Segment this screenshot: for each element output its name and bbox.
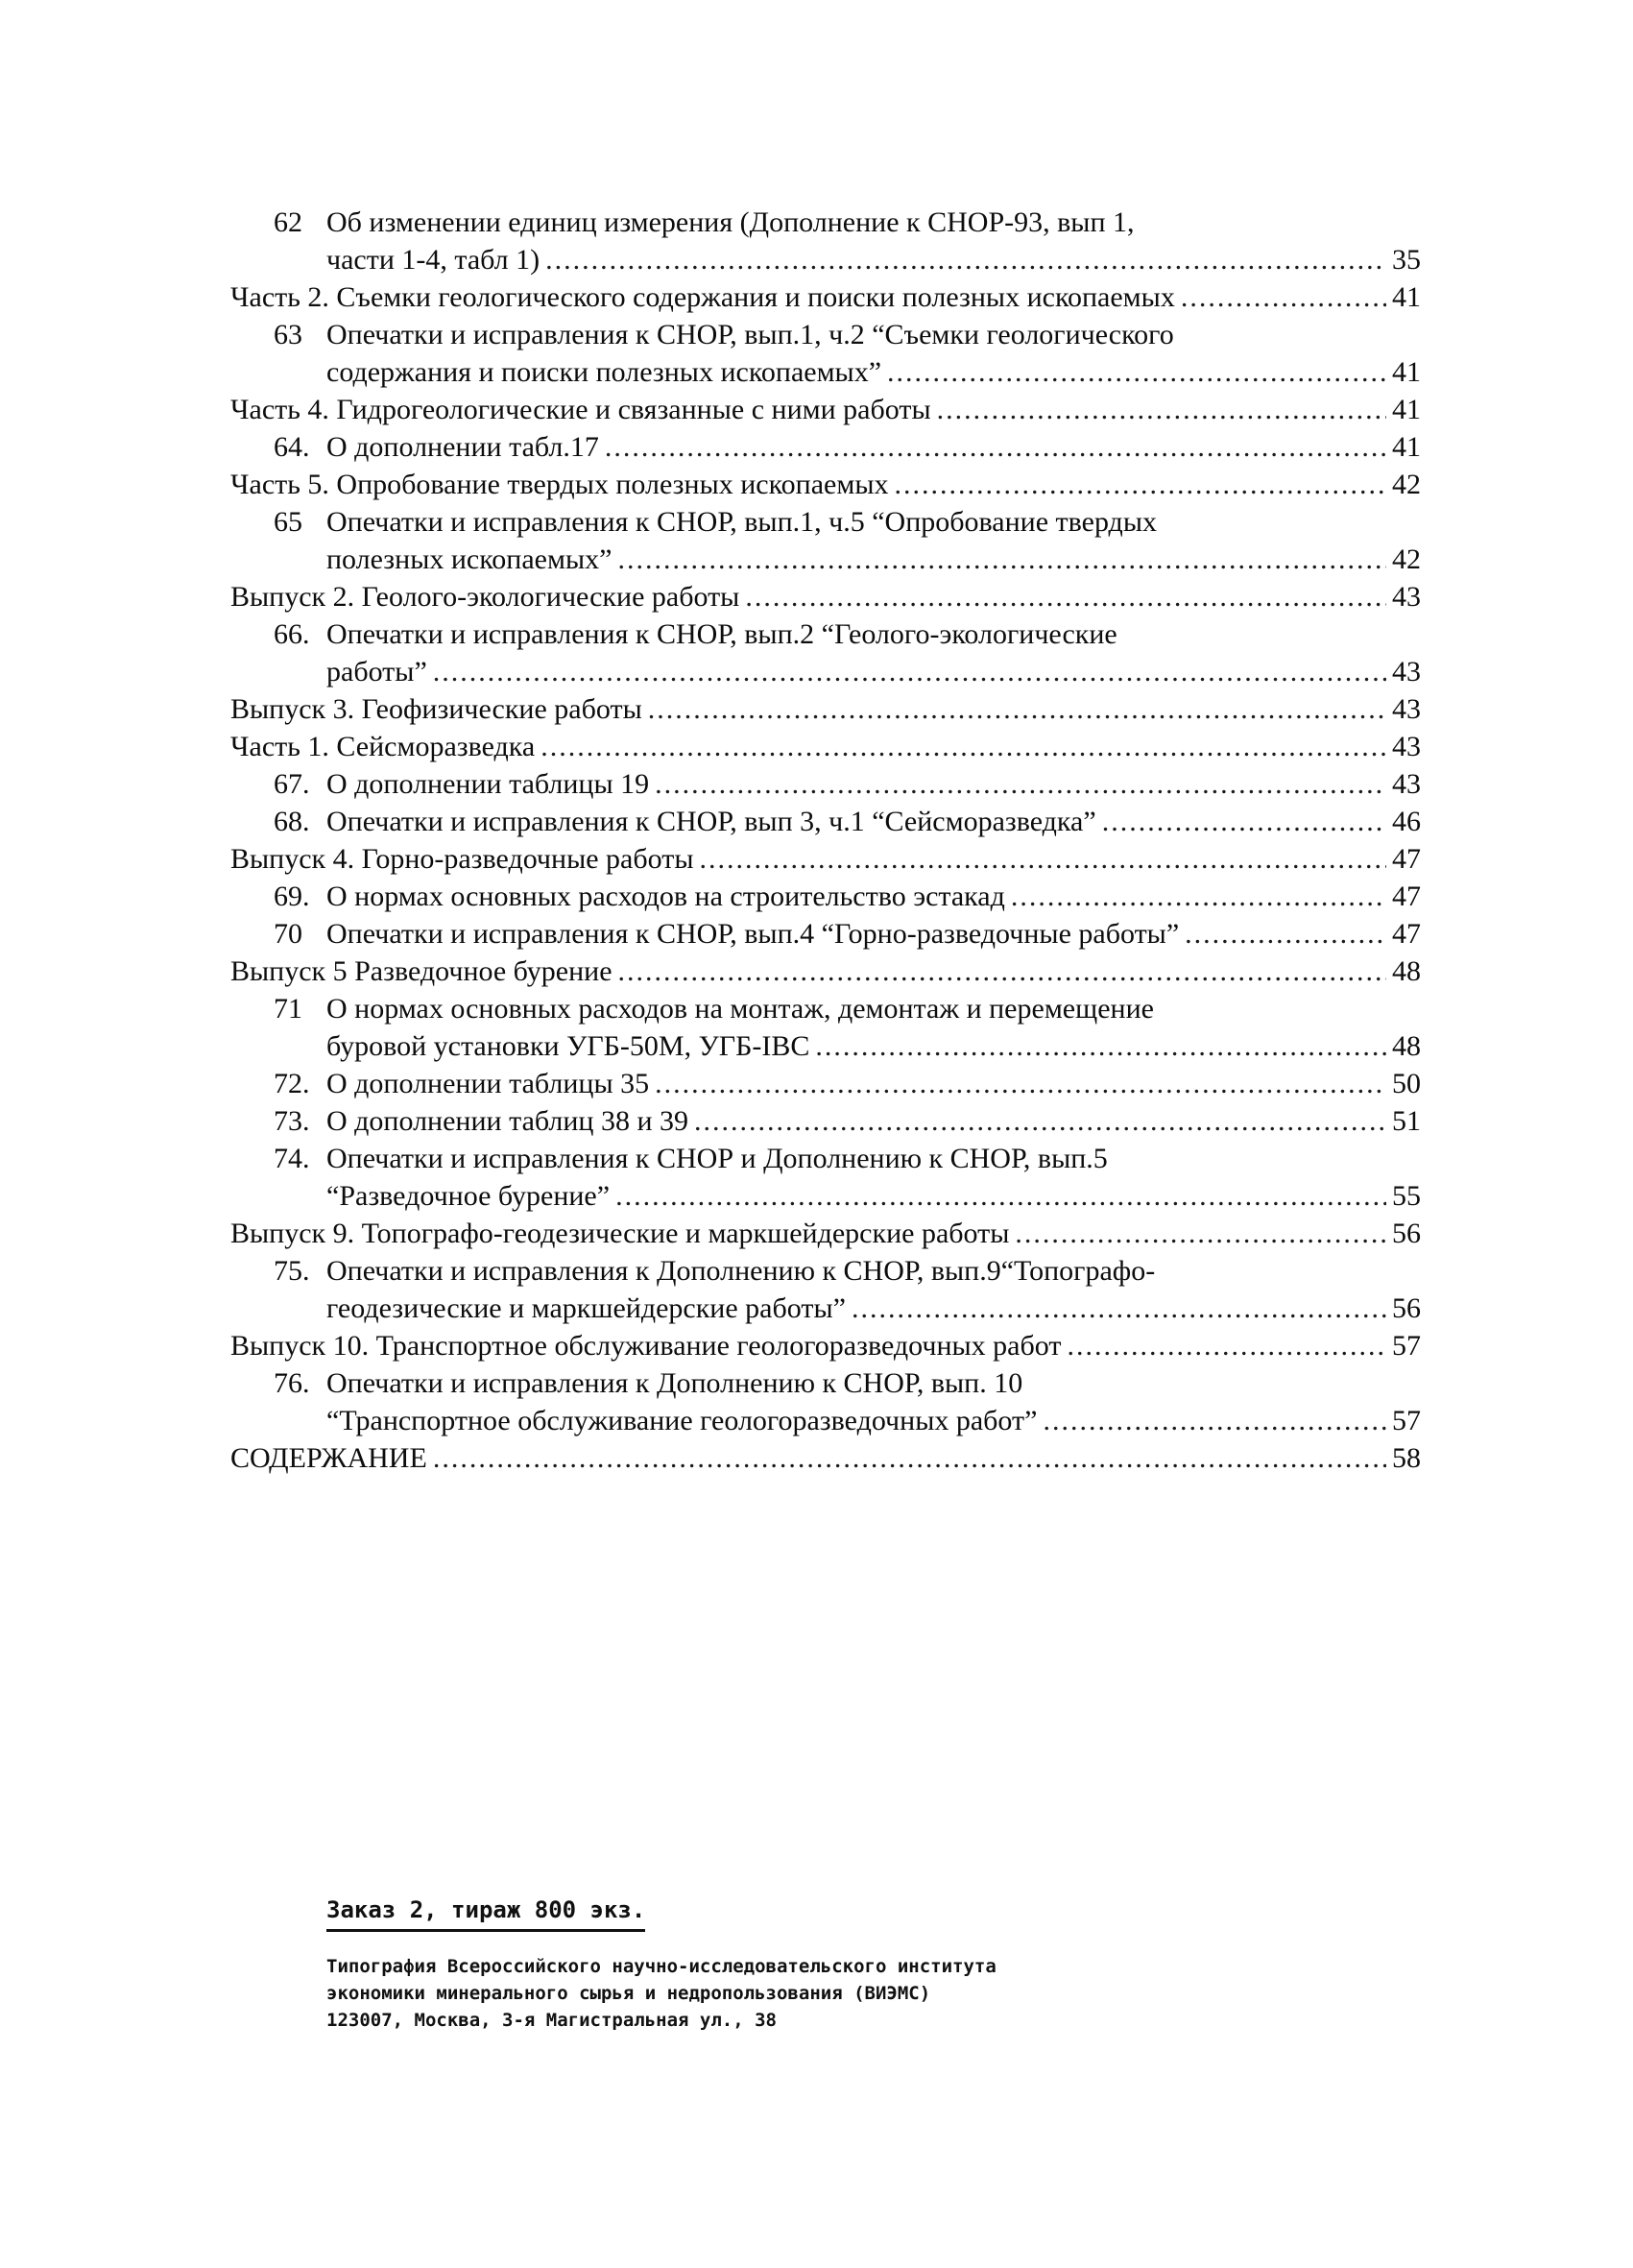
dot-leader — [1102, 803, 1386, 840]
toc-page-number: 47 — [1392, 918, 1421, 950]
toc-entry-text-wrap — [326, 1402, 1037, 1439]
toc-entry — [230, 503, 1421, 541]
dot-leader — [852, 1290, 1386, 1327]
dot-leader — [1185, 915, 1386, 953]
toc-entry-title: Опечатки и исправления к СНОР, вып 3, ч.1 “Сейсморазведка” — [326, 806, 1096, 837]
toc-page-number: 43 — [1392, 768, 1421, 800]
toc-page-number: 55 — [1392, 1180, 1421, 1212]
toc-page-number: 41 — [1392, 281, 1421, 313]
toc-page-number: 46 — [1392, 806, 1421, 837]
imprint-line: экономики минерального сырья и недропользования (ВИЭМС) — [326, 1983, 931, 2004]
toc-entry-number: 67. — [274, 768, 310, 800]
dot-leader — [1011, 878, 1386, 915]
toc-page-number: 57 — [1392, 1405, 1421, 1436]
dot-leader — [815, 1027, 1386, 1065]
toc-entry-number: 62 — [274, 206, 302, 238]
toc-page-number: 50 — [1392, 1068, 1421, 1099]
toc-page-number: 41 — [1392, 356, 1421, 388]
toc-entry-number: 68. — [274, 806, 310, 837]
toc-entry-title: Выпуск 5 Разведочное бурение — [230, 955, 612, 987]
toc-entry-title: О дополнении табл.17 — [326, 431, 599, 463]
toc-entry-number: 72. — [274, 1068, 310, 1099]
toc-entry-text-wrap — [274, 1102, 688, 1140]
toc-section-heading — [230, 690, 1421, 728]
toc-entry-text-wrap — [230, 391, 931, 428]
toc-page-number: 43 — [1392, 693, 1421, 725]
toc-entry-text-wrap — [274, 990, 1154, 1027]
toc-entry-text-wrap — [230, 1439, 427, 1477]
dot-leader — [655, 1065, 1386, 1102]
toc-entry — [230, 915, 1421, 953]
toc-entry — [230, 1252, 1421, 1290]
toc-entry — [230, 990, 1421, 1027]
toc-entry-text-wrap — [326, 541, 612, 578]
toc-entry-title: Выпуск 9. Топографо-геодезические и маркшейдерские работы — [230, 1218, 1010, 1249]
dot-leader — [887, 353, 1386, 391]
toc-entry-title: О нормах основных расходов на монтаж, демонтаж и перемещение — [326, 993, 1154, 1025]
dot-leader — [648, 690, 1386, 728]
toc-entry-text-wrap — [230, 953, 612, 990]
toc-entry-text-wrap — [326, 353, 881, 391]
dot-leader — [1043, 1402, 1386, 1439]
toc-entry-text-wrap — [274, 1252, 1155, 1290]
toc-entry-text-wrap — [230, 466, 888, 503]
toc-section-heading — [230, 953, 1421, 990]
toc-entry-number: 74. — [274, 1143, 310, 1174]
toc-entry-continuation — [230, 1402, 1421, 1439]
toc-entry-text-wrap — [274, 428, 599, 466]
toc-entry-continuation — [230, 541, 1421, 578]
toc-entry-number: 70 — [274, 918, 302, 950]
toc-page-number: 35 — [1392, 244, 1421, 276]
dot-leader — [617, 541, 1386, 578]
toc-entry — [230, 428, 1421, 466]
toc-entry-title: геодезические и маркшейдерские работы” — [326, 1292, 846, 1324]
toc-entry-number: 71 — [274, 993, 302, 1025]
toc-page-number: 56 — [1392, 1218, 1421, 1249]
toc-entry-text-wrap — [274, 316, 1174, 353]
toc-entry-text-wrap — [274, 765, 649, 803]
toc-entry-number: 76. — [274, 1367, 310, 1399]
toc-page-number: 47 — [1392, 843, 1421, 875]
toc-entry-text-wrap — [274, 803, 1096, 840]
toc-entry-title: “Транспортное обслуживание геологоразведочных работ” — [326, 1405, 1038, 1436]
toc-entry-title: Выпуск 4. Горно-разведочные работы — [230, 843, 694, 875]
toc-entry-title: Об изменении единиц измерения (Дополнение к СНОР-93, вып 1, — [326, 206, 1135, 238]
toc-section-heading — [230, 466, 1421, 503]
toc-section-heading — [230, 840, 1421, 878]
toc-section-heading — [230, 1215, 1421, 1252]
toc-entry-continuation — [230, 653, 1421, 690]
dot-leader — [694, 1102, 1386, 1140]
toc-page-number: 43 — [1392, 581, 1421, 613]
toc-entry-title: Опечатки и исправления к Дополнению к СНОР, вып. 10 — [326, 1367, 1023, 1399]
toc-entry-continuation — [230, 1290, 1421, 1327]
dot-leader — [433, 1439, 1386, 1477]
toc-page-number: 43 — [1392, 656, 1421, 688]
dot-leader — [540, 728, 1386, 765]
toc-entry-text-wrap — [274, 204, 1135, 241]
toc-entry-title: Опечатки и исправления к СНОР, вып.2 “Геолого-экологические — [326, 618, 1117, 650]
toc-entry-title: Часть 4. Гидрогеологические и связанные с ними работы — [230, 394, 931, 425]
toc-entry-title: Часть 1. Сейсморазведка — [230, 731, 536, 762]
toc-entry-text-wrap — [274, 878, 1005, 915]
toc-entry-text-wrap — [230, 690, 642, 728]
toc-page-number: 41 — [1392, 394, 1421, 425]
toc-entry-title: СОДЕРЖАНИЕ — [230, 1442, 427, 1474]
dot-leader — [937, 391, 1386, 428]
toc-entry-text-wrap — [274, 1364, 1022, 1402]
toc-section-heading — [230, 278, 1421, 316]
toc-entry — [230, 615, 1421, 653]
toc-entry-number: 64. — [274, 431, 310, 463]
toc-entry-title: О дополнении таблицы 35 — [326, 1068, 650, 1099]
toc-entry-text-wrap — [230, 1215, 1009, 1252]
toc-entry-number: 66. — [274, 618, 310, 650]
toc-entry-title: Опечатки и исправления к Дополнению к СНОР, вып.9“Топографо- — [326, 1255, 1156, 1287]
toc-entry — [230, 1065, 1421, 1102]
toc-entry-text-wrap — [230, 728, 535, 765]
toc-entry-text-wrap — [326, 653, 427, 690]
dot-leader — [894, 466, 1386, 503]
dot-leader — [700, 840, 1387, 878]
toc-section-heading — [230, 1327, 1421, 1364]
toc-section-heading — [230, 578, 1421, 615]
toc-entry-number: 75. — [274, 1255, 310, 1287]
dot-leader — [615, 1177, 1386, 1215]
toc-page-number: 56 — [1392, 1292, 1421, 1324]
toc-entry-title: Выпуск 10. Транспортное обслуживание геологоразведочных работ — [230, 1330, 1062, 1362]
print-imprint — [326, 1896, 997, 2034]
toc-entry-number: 73. — [274, 1105, 310, 1137]
toc-entry-title: буровой установки УГБ-50М, УГБ-IВС — [326, 1030, 810, 1062]
toc-page-number: 42 — [1392, 543, 1421, 575]
toc-entry-title: части 1-4, табл 1) — [326, 244, 540, 276]
toc-page-number: 43 — [1392, 731, 1421, 762]
dot-leader — [618, 953, 1386, 990]
toc-entry-text-wrap — [274, 1065, 649, 1102]
toc-entry-title: О дополнении таблицы 19 — [326, 768, 650, 800]
toc-entry-title: полезных ископаемых” — [326, 543, 612, 575]
toc-page-number: 51 — [1392, 1105, 1421, 1137]
toc-page-number: 42 — [1392, 469, 1421, 500]
toc-entry — [230, 1364, 1421, 1402]
toc-section-heading — [230, 1439, 1421, 1477]
dot-leader — [655, 765, 1386, 803]
toc-entry-continuation — [230, 241, 1421, 278]
toc-entry-title: Выпуск 3. Геофизические работы — [230, 693, 642, 725]
toc-entry-text-wrap — [274, 503, 1157, 541]
toc-entry-title: Опечатки и исправления к СНОР и Дополнению к СНОР, вып.5 — [326, 1143, 1108, 1174]
dot-leader — [1181, 278, 1386, 316]
print-order: Заказ 2, тираж 800 экз. — [326, 1896, 645, 1932]
toc-entry — [230, 316, 1421, 353]
toc-entry — [230, 1102, 1421, 1140]
toc-entry — [230, 765, 1421, 803]
dot-leader — [605, 428, 1386, 466]
toc-entry-text-wrap — [326, 1027, 809, 1065]
imprint-line: 123007, Москва, 3-я Магистральная ул., 38 — [326, 2010, 777, 2031]
toc-entry-text-wrap — [274, 915, 1179, 953]
dot-leader — [745, 578, 1386, 615]
imprint-line: Типография Всероссийского научно-исследовательского института — [326, 1956, 997, 1977]
toc-entry-title: Часть 5. Опробование твердых полезных ископаемых — [230, 469, 889, 500]
toc-page-number: 48 — [1392, 955, 1421, 987]
toc-entry-text-wrap — [230, 578, 739, 615]
toc-entry — [230, 1140, 1421, 1177]
toc-section-heading — [230, 391, 1421, 428]
toc-entry-text-wrap — [274, 615, 1117, 653]
toc-page-number: 41 — [1392, 431, 1421, 463]
toc-entry-number: 63 — [274, 319, 302, 350]
toc-entry — [230, 204, 1421, 241]
toc-entry-title: работы” — [326, 656, 427, 688]
toc-entry-continuation — [230, 1027, 1421, 1065]
toc-entry-text-wrap — [326, 1290, 846, 1327]
toc-entry-number: 69. — [274, 881, 310, 912]
dot-leader — [1067, 1327, 1386, 1364]
toc-entry-text-wrap — [230, 1327, 1061, 1364]
toc-entry-title: Опечатки и исправления к СНОР, вып.4 “Горно-разведочные работы” — [326, 918, 1180, 950]
toc-entry-title: О нормах основных расходов на строительство эстакад — [326, 881, 1005, 912]
toc-page-number: 57 — [1392, 1330, 1421, 1362]
toc-page-number: 58 — [1392, 1442, 1421, 1474]
toc-entry-text-wrap — [230, 278, 1175, 316]
dot-leader — [433, 653, 1386, 690]
toc-section-heading — [230, 728, 1421, 765]
toc-entry-title: Выпуск 2. Геолого-экологические работы — [230, 581, 740, 613]
dot-leader — [1015, 1215, 1386, 1252]
toc-entry — [230, 803, 1421, 840]
toc-entry-title: Часть 2. Съемки геологического содержания и поиски полезных ископаемых — [230, 281, 1175, 313]
toc-entry-title: О дополнении таблиц 38 и 39 — [326, 1105, 689, 1137]
toc-entry-title: “Разведочное бурение” — [326, 1180, 611, 1212]
dot-leader — [545, 241, 1386, 278]
table-of-contents — [230, 204, 1421, 1477]
toc-page-number: 47 — [1392, 881, 1421, 912]
toc-page-number: 48 — [1392, 1030, 1421, 1062]
toc-entry-continuation — [230, 1177, 1421, 1215]
toc-entry-title: содержания и поиски полезных ископаемых” — [326, 356, 882, 388]
toc-entry-text-wrap — [326, 241, 540, 278]
toc-entry-text-wrap — [326, 1177, 610, 1215]
toc-entry-text-wrap — [274, 1140, 1108, 1177]
toc-entry — [230, 878, 1421, 915]
toc-entry-text-wrap — [230, 840, 694, 878]
toc-entry-title: Опечатки и исправления к СНОР, вып.1, ч.5 “Опробование твердых — [326, 506, 1157, 538]
toc-entry-number: 65 — [274, 506, 302, 538]
toc-entry-title: Опечатки и исправления к СНОР, вып.1, ч.2 “Съемки геологического — [326, 319, 1174, 350]
toc-entry-continuation — [230, 353, 1421, 391]
